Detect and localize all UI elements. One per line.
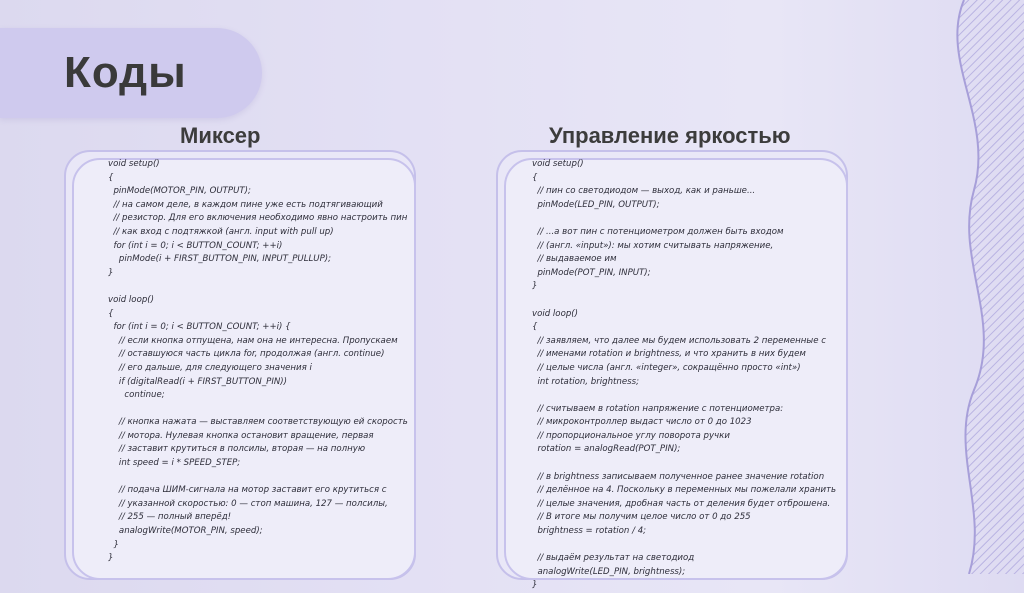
mixer-code-block: void setup() { pinMode(MOTOR_PIN, OUTPUT); // на самом деле, в каждом пине уже есть подтягивающий // резистор. Для его включения необходимо явно настроить пин // как вход с подтяжкой (англ. input with pull up) for (int i = 0; i < BUTTON_COUNT; ++i) pinMode(i + FIRST_BUTTON_PIN, INPUT_PULLUP); } void loop() { for (int i = 0; i < BUTTON_COUNT; ++i) { // если кнопка отпущена, нам она не интересна. Пропускаем // оставшуюся часть цикла for, продолжая (англ. continue) // его дальше, для следующего значения i if (digitalRead(i + FIRST_BUTTON_PIN)) continue; // кнопка нажата — выставляем соответствующую ей скорость // мотора. Нулевая кнопка остановит вращение, первая // заставит крутиться в полсилы, вторая — на полную int speed = i * SPEED_STEP; // подача ШИМ-сигнала на мотор заставит его крутиться с // указанной скоростью: 0 — стоп машина, 127 — полсилы, // 255 — полный вперёд! analogWrite(MOTOR_PIN, speed); } } [108, 159, 408, 564]
mixer-heading: Миксер [180, 123, 261, 148]
brightness-heading: Управление яркостью [549, 123, 791, 148]
decorative-wave-stripes [934, 0, 1024, 574]
page-title: Коды [64, 48, 187, 97]
brightness-code-block: void setup() { // пин со светодиодом — выход, как и раньше... pinMode(LED_PIN, OUTPUT); // ...а вот пин с потенциометром должен быть входом // (англ. «input»): мы хотим считывать напряжение, // выдаваемое им pinMode(POT_PIN, INPUT); } void loop() { // заявляем, что далее мы будем использовать 2 переменные с // именами rotation и brightness, и что хранить в них будем // целые числа (англ. «integer», сокращённо просто «int») int rotation, brightness; // считываем в rotation напряжение с потенциометра: // микроконтроллер выдаст число от 0 до 1023 // пропорциональное углу поворота ручки rotation = analogRead(POT_PIN); // в brightness записываем полученное ранее значение rotation // делённое на 4. Поскольку в переменных мы пожелали хранить // целые значения, дробная часть от деления будет отброшена. // В итоге мы получим целое число от 0 до 255 brightness = rotation / 4; // выдаём результат на светодиод analogWrite(LED_PIN, brightness); } [532, 159, 837, 591]
